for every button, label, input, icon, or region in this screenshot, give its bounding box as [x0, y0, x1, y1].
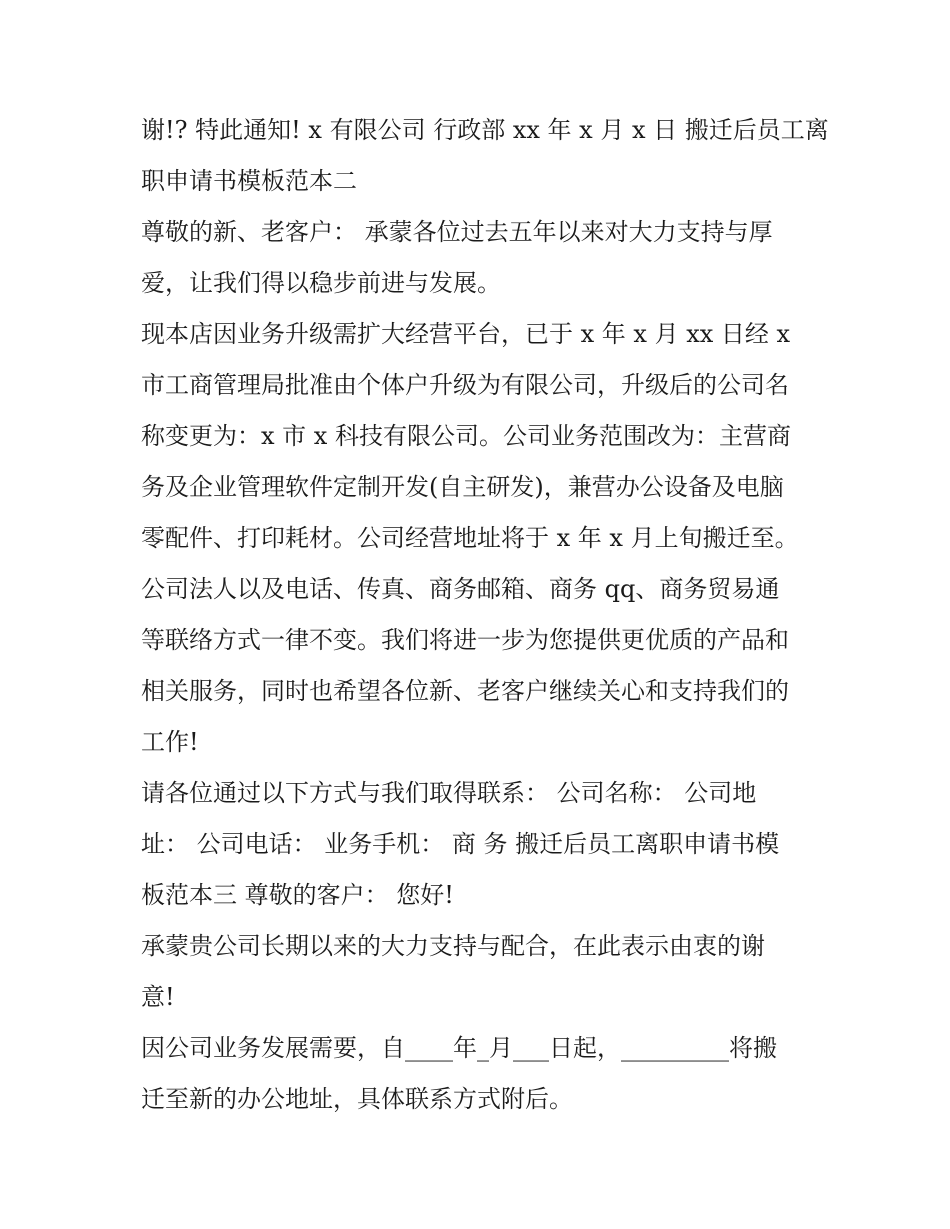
text-line: 职申请书模板范本二: [141, 167, 357, 195]
text-line: 公司法人以及电话、传真、商务邮箱、商务 qq、商务贸易通: [141, 575, 780, 603]
text-line: 爱，让我们得以稳步前进与发展。: [141, 269, 501, 297]
text-line: 现本店因业务升级需扩大经营平台，已于 x 年 x 月 xx 日经 x: [141, 320, 791, 348]
document-body: [141, 105, 829, 1125]
text-line: 相关服务，同时也希望各位新、老客户继续关心和支持我们的: [141, 677, 789, 705]
text-line: 称变更为：x 市 x 科技有限公司。公司业务范围改为：主营商: [141, 422, 791, 450]
text-line: 谢!? 特此通知! x 有限公司 行政部 xx 年 x 月 x 日 搬迁后员工离: [141, 116, 829, 144]
text-line: 工作!: [141, 728, 199, 756]
text-line: 务及企业管理软件定制开发(自主研发)，兼营办公设备及电脑: [141, 473, 784, 501]
text-line: 板范本三 尊敬的客户： 您好!: [141, 881, 454, 909]
text-line: 等联络方式一律不变。我们将进一步为您提供更优质的产品和: [141, 626, 789, 654]
text-line: 意!: [141, 983, 175, 1011]
text-line: 址： 公司电话： 业务手机： 商 务 搬迁后员工离职申请书模: [141, 830, 780, 858]
text-line: 承蒙贵公司长期以来的大力支持与配合，在此表示由衷的谢: [141, 932, 765, 960]
text-line: 尊敬的新、老客户： 承蒙各位过去五年以来对大力支持与厚: [141, 218, 773, 246]
text-line: 零配件、打印耗材。公司经营地址将于 x 年 x 月上旬搬迁至。: [141, 524, 799, 552]
text-line: 迁至新的办公地址，具体联系方式附后。: [141, 1085, 573, 1113]
text-line: 因公司业务发展需要，自____年_月___日起，_________将搬: [141, 1034, 777, 1062]
text-line: 市工商管理局批准由个体户升级为有限公司，升级后的公司名: [141, 371, 789, 399]
text-line: 请各位通过以下方式与我们取得联系： 公司名称： 公司地: [141, 779, 757, 807]
